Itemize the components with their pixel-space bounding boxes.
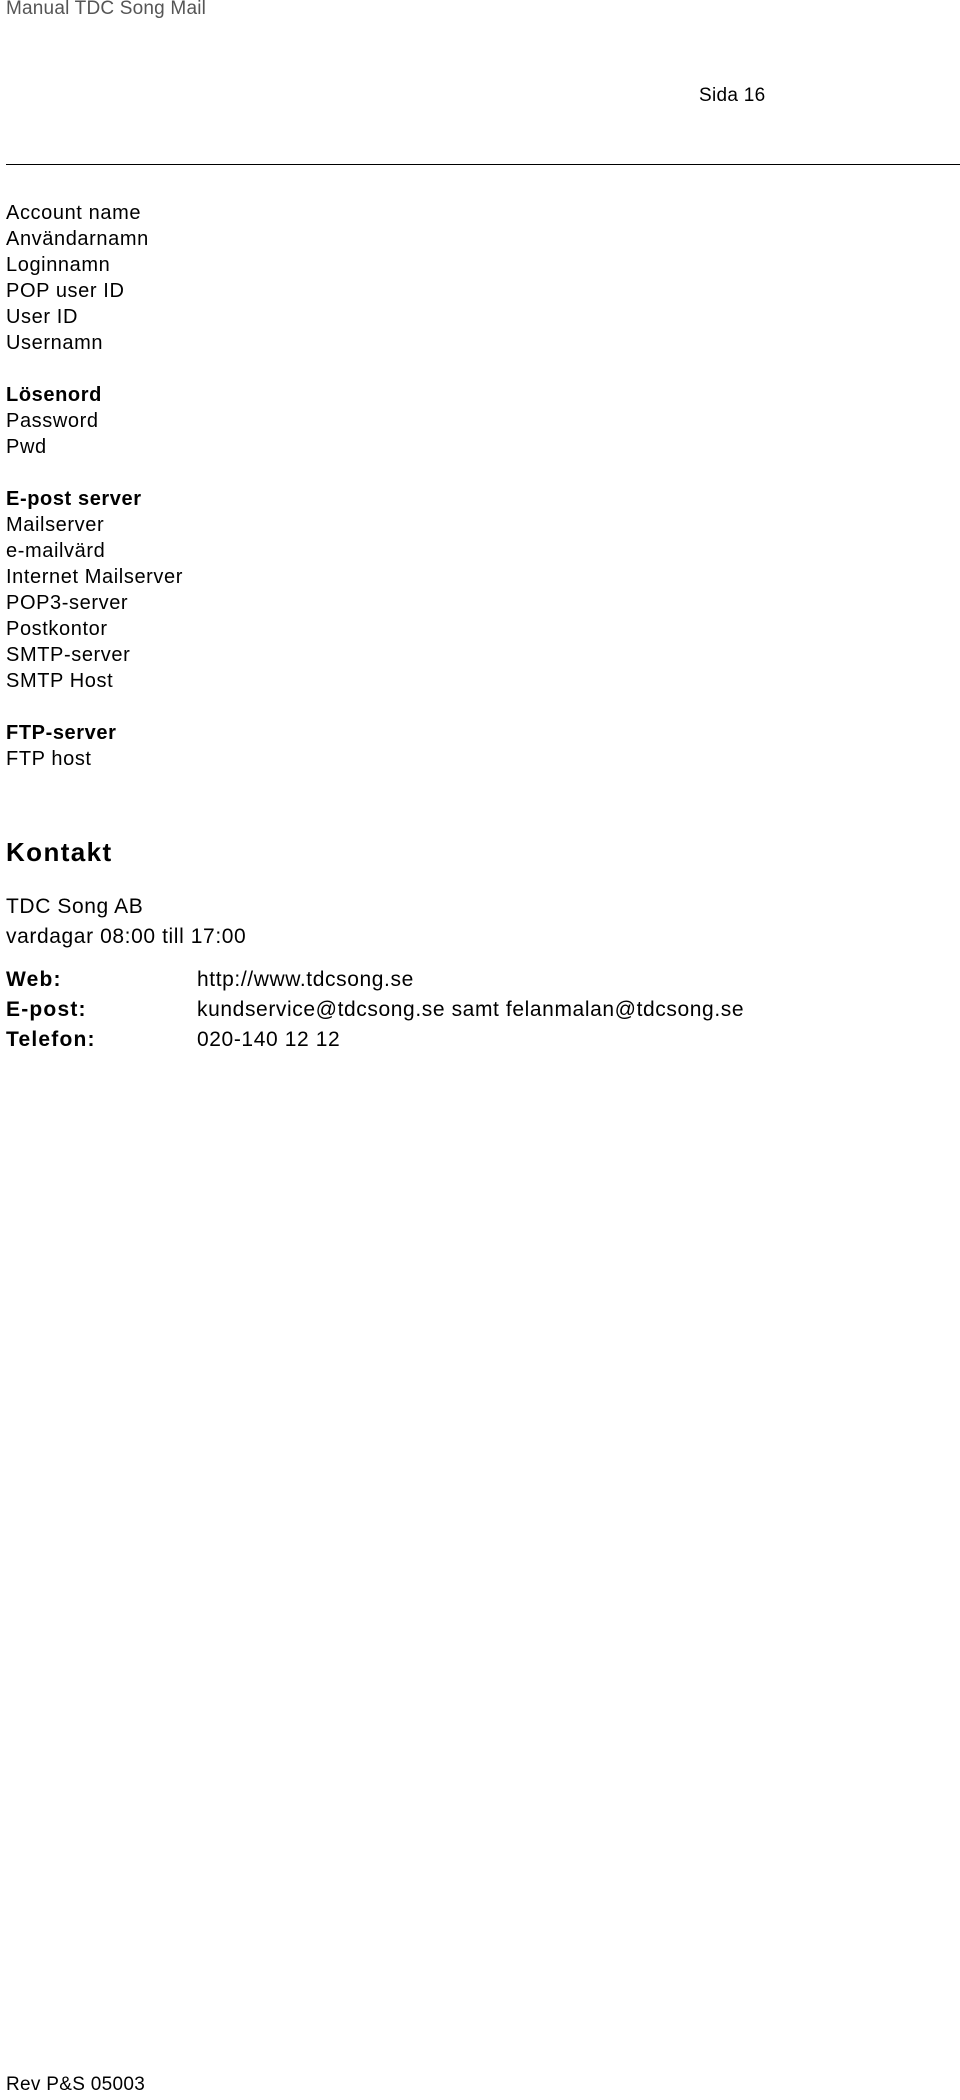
term-item: Postkontor [6,618,108,640]
term-item: FTP host [6,748,92,770]
contact-heading: Kontakt [6,837,113,867]
term-item: Usernamn [6,332,104,354]
page-number: Sida 16 [699,85,766,106]
contact-row-phone [6,1028,946,1058]
term-item: Loginnamn [6,254,111,276]
contact-label: E-post: [6,998,87,1021]
account-terms [6,200,946,356]
term-item: User ID [6,306,78,328]
term-heading: E-post server [6,488,142,510]
term-item: SMTP Host [6,670,114,692]
revision-footer: Rev P&S 05003 [6,2074,146,2095]
term-item: Password [6,410,99,432]
contact-details [6,968,946,1058]
header-divider [6,164,960,165]
ftp-terms [6,720,946,772]
term-item: POP3-server [6,592,129,614]
contact-row-web [6,968,946,998]
document-title: Manual TDC Song Mail [6,0,207,19]
term-item: POP user ID [6,280,125,302]
page-content [6,200,946,1058]
contact-label: Web: [6,968,62,991]
term-item: SMTP-server [6,644,131,666]
term-item: Internet Mailserver [6,566,184,588]
contact-hours: vardagar 08:00 till 17:00 [6,925,247,948]
term-heading: FTP-server [6,722,117,744]
contact-company: TDC Song AB [6,895,144,918]
term-item: Användarnamn [6,228,149,250]
term-item: Mailserver [6,514,105,536]
phone-number: 020-140 12 12 [197,1028,341,1051]
mailserver-terms [6,486,946,694]
term-heading: Lösenord [6,384,102,406]
term-item: e-mailvärd [6,540,106,562]
email-addresses[interactable]: kundservice@tdcsong.se samt felanmalan@tdcsong.se [197,998,745,1021]
term-item: Pwd [6,436,47,458]
contact-label: Telefon: [6,1028,96,1051]
contact-row-email [6,998,946,1028]
web-link[interactable]: http://www.tdcsong.se [197,968,414,991]
term-item: Account name [6,202,142,224]
password-terms [6,382,946,460]
